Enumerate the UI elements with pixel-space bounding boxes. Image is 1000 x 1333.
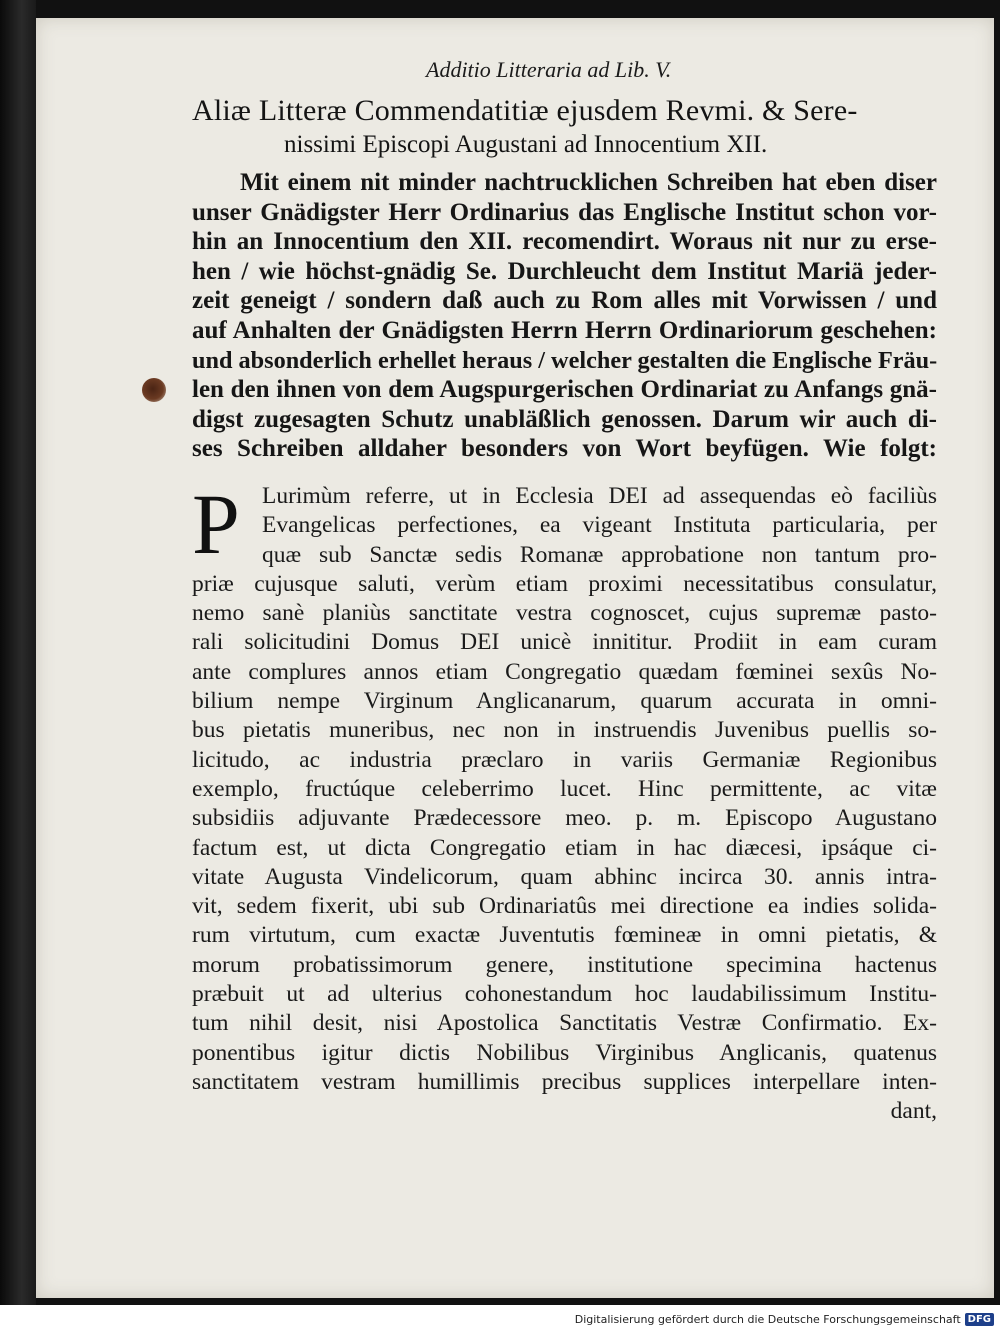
german-line: unser Gnädigster Herr Ordinarius das Englische Institut schon vor-	[192, 198, 937, 226]
german-line: len den ihnen von dem Augspurgerischen Ordinariat zu Anfangs gnä-	[192, 376, 937, 404]
latin-line: sanctitatem vestram humillimis precibus supplices interpellare inten-	[192, 1068, 937, 1095]
latin-line: vit, sedem fixerit, ubi sub Ordinariatûs mei directione ea indies solida-	[192, 893, 937, 920]
funding-credit: Digitalisierung gefördert durch die Deutsche Forschungsgemeinschaft	[574, 1313, 961, 1326]
german-line: Mit einem nit minder nachtrucklichen Schreiben hat eben diser	[240, 169, 937, 196]
latin-line: ante complures annos etiam Congregatio quædam fœminei sexûs No-	[192, 658, 937, 685]
title-line-1: Aliæ Litteræ Commendatitiæ ejusdem Revmi. & Sere-	[192, 94, 858, 127]
latin-line: nemo sanè planiùs sanctitate vestra cognoscet, cujus supremæ pasto-	[192, 600, 937, 627]
latin-line: rum virtutum, cum exactæ Juventutis fœmineæ in omni pietatis, &	[192, 922, 937, 949]
latin-line: bilium nempe Virginum Anglicanarum, quarum accurata in omni-	[192, 688, 937, 715]
german-line: ses Schreiben alldaher besonders von Wort beyfügen. Wie folgt:	[192, 435, 937, 463]
latin-line: præbuit ut ad ulterius cohonestandum hoc laudabilissimum Institu-	[192, 981, 937, 1008]
latin-line: licitudo, ac industria præclaro in variis Germaniæ Regionibus	[192, 746, 937, 773]
latin-line: quæ sub Sanctæ sedis Romanæ approbatione non tantum pro-	[262, 541, 937, 568]
german-paragraph	[192, 168, 937, 464]
german-line: auf Anhalten der Gnädigsten Herrn Herrn Ordinariorum geschehen:	[192, 316, 937, 344]
funding-footer	[575, 1313, 994, 1326]
book-edge	[0, 0, 36, 1305]
latin-line: subsidiis adjuvante Prædecessore meo. p. m. Episcopo Augustano	[192, 805, 937, 832]
latin-line: Evangelicas perfectiones, ea vigeant Instituta particularia, per	[262, 512, 937, 539]
latin-letter	[192, 476, 937, 1127]
german-line: hen / wie höchst-gnädig Se. Durchleucht dem Institut Mariä jeder-	[192, 257, 937, 285]
german-line: zeit geneigt / sondern daß auch zu Rom alles mit Vorwissen / und	[192, 287, 937, 315]
latin-line: vitate Augusta Vindelicorum, quam abhinc incirca 30. annis intra-	[192, 863, 937, 890]
section-title	[192, 94, 942, 162]
dfg-logo: DFG	[965, 1313, 994, 1326]
latin-line: tum nihil desit, nisi Apostolica Sanctitatis Vestræ Confirmatio. Ex-	[192, 1010, 937, 1037]
drop-cap: P	[192, 476, 240, 572]
german-line: hin an Innocentium den XII. recomendirt. Woraus nit nur zu erse-	[192, 228, 937, 256]
german-line: und absonderlich erhellet heraus / welcher gestalten die Englische Fräu-	[192, 346, 938, 374]
latin-line: factum est, ut dicta Congregatio etiam in hac diæcesi, ipsáque ci-	[192, 834, 937, 861]
running-head: Additio Litteraria ad Lib. V.	[426, 57, 672, 82]
german-line: digst zugesagten Schutz unabläßlich genossen. Darum wir auch di-	[192, 405, 937, 433]
latin-line: morum probatissimorum genere, institutione specimina hactenus	[192, 951, 937, 978]
latin-line: Lurimùm referre, ut in Ecclesia DEI ad assequendas eò faciliùs	[262, 483, 937, 509]
latin-line: ponentibus igitur dictis Nobilibus Virginibus Anglicanis, quatenus	[192, 1039, 937, 1066]
latin-line: priæ cujusque saluti, verùm etiam proximi necessitatibus consulatur,	[192, 570, 937, 597]
latin-line: dant,	[890, 1098, 937, 1125]
latin-line: bus pietatis muneribus, nec non in instruendis Juvenibus puellis so-	[192, 717, 937, 744]
ink-stain	[142, 378, 166, 402]
title-line-2: nissimi Episcopi Augustani ad Innocentium XII.	[284, 131, 768, 158]
latin-line: exemplo, fructúque celeberrimo lucet. Hinc permittente, ac vitæ	[192, 775, 937, 802]
latin-line: rali solicitudini Domus DEI unicè innititur. Prodiit in eam curam	[192, 629, 937, 656]
